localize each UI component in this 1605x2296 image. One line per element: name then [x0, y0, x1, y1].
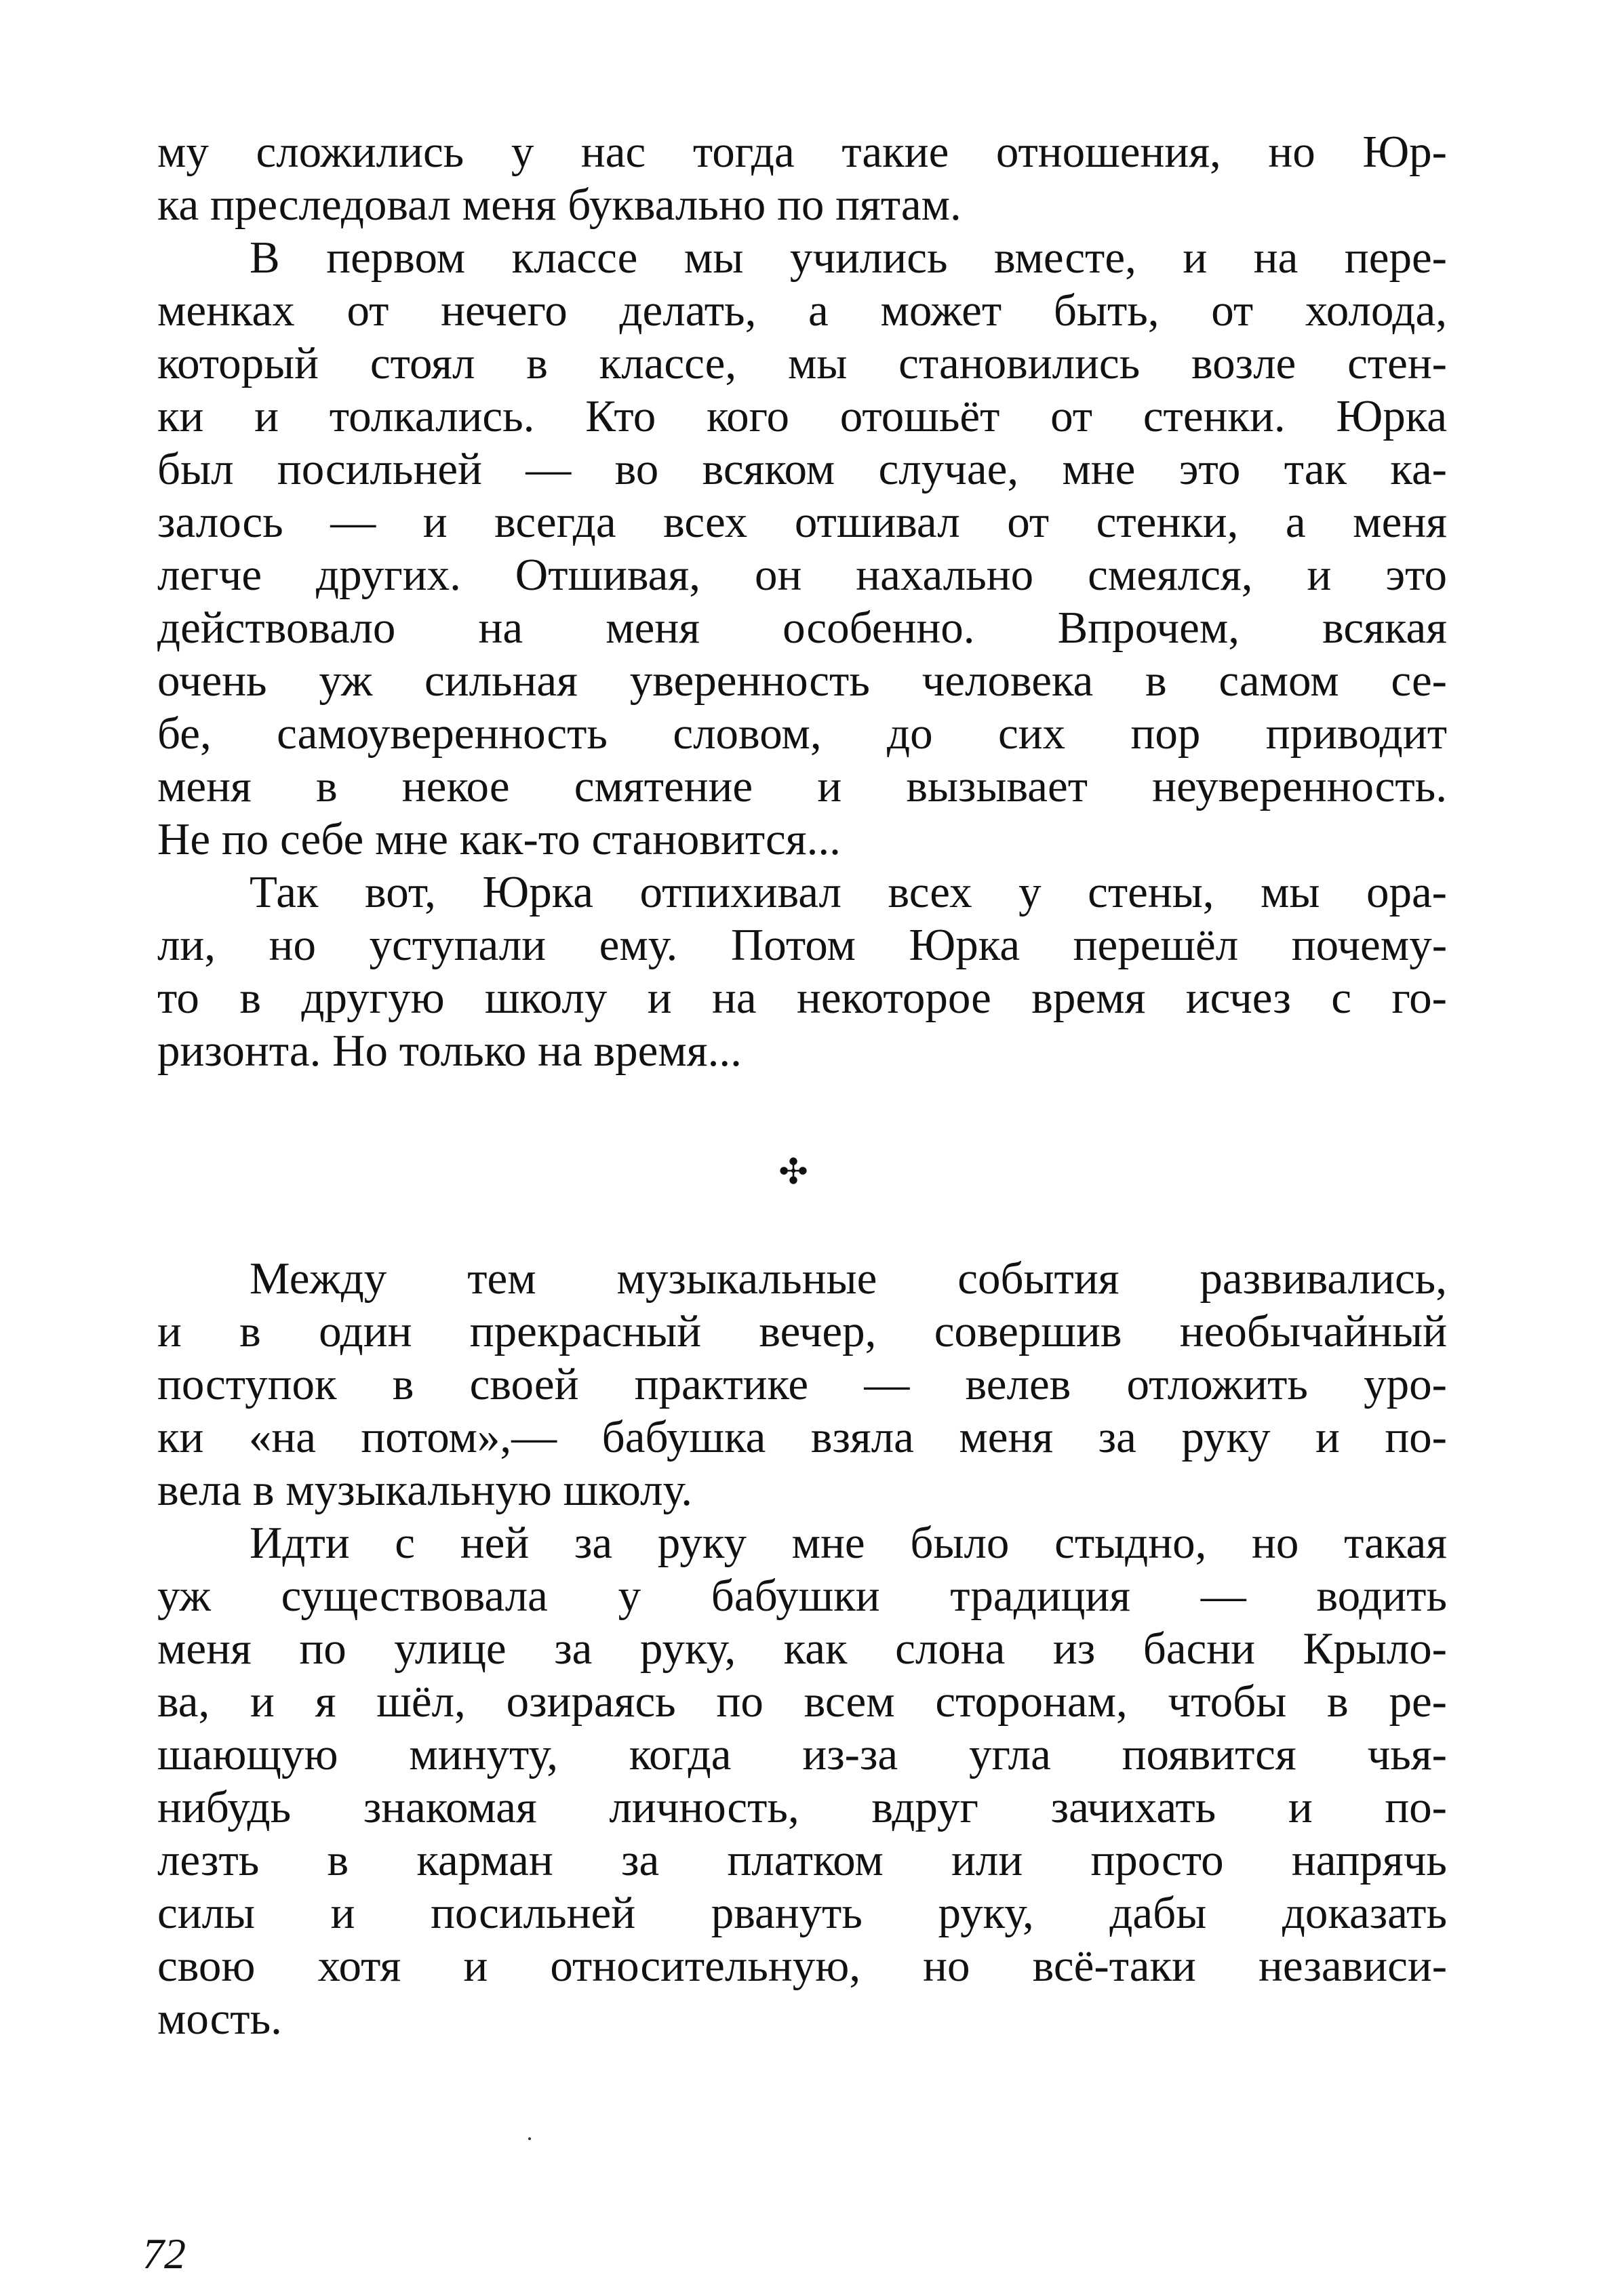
text-line: бе, самоуверенность словом, до сих пор приводит — [157, 708, 1447, 759]
text-line: действовало на меня особенно. Впрочем, всякая — [157, 603, 1447, 653]
text-line: менках от нечего делать, а может быть, от холода, — [157, 285, 1447, 336]
text-line: Не по себе мне как-то становится... — [157, 814, 841, 864]
text-line: вела в музыкальную школу. — [157, 1465, 693, 1515]
text-line: Между тем музыкальные события развивались, — [250, 1253, 1447, 1304]
text-line: ки «на потом»,— бабушка взяла меня за руку и по- — [157, 1412, 1447, 1462]
text-line: Так вот, Юрка отпихивал всех у стены, мы ора- — [250, 867, 1447, 917]
text-line: очень уж сильная уверенность человека в самом се- — [157, 656, 1447, 706]
page-number: 72 — [142, 2230, 186, 2278]
text-line: ризонта. Но только на время... — [157, 1026, 742, 1076]
text-line: лезть в карман за платком или просто напрячь — [157, 1835, 1447, 1885]
text-line: мость. — [157, 1994, 282, 2044]
text-line: шающую минуту, когда из-за угла появится чья- — [157, 1729, 1447, 1779]
text-line: и в один прекрасный вечер, совершив необычайный — [157, 1306, 1447, 1356]
text-line: свою хотя и относительную, но всё-таки независи- — [157, 1941, 1447, 1991]
text-line: В первом классе мы учились вместе, и на пере- — [250, 233, 1447, 283]
text-line: ки и толкались. Кто кого отошьёт от стенки. Юрка — [157, 391, 1447, 441]
text-line: то в другую школу и на некоторое время исчез с го- — [157, 973, 1447, 1023]
text-line: силы и посильней рвануть руку, дабы доказать — [157, 1888, 1447, 1938]
text-line: ва, и я шёл, озираясь по всем сторонам, чтобы в ре- — [157, 1676, 1447, 1727]
text-line: поступок в своей практике — велев отложить уро- — [157, 1359, 1447, 1409]
text-line: уж существовала у бабушки традиция — водить — [157, 1571, 1447, 1621]
text-line: который стоял в классе, мы становились возле стен- — [157, 338, 1447, 388]
text-line: был посильней — во всяком случае, мне это так ка- — [157, 444, 1447, 494]
text-line: легче других. Отшивая, он нахально смеялся, и это — [157, 550, 1447, 600]
text-line: ли, но уступали ему. Потом Юрка перешёл почему- — [157, 920, 1447, 970]
print-speck — [528, 2137, 531, 2140]
section-separator-ornament: ✣ — [778, 1153, 808, 1192]
text-block-after-break — [157, 1252, 1447, 2045]
text-line: му сложились у нас тогда такие отношения, но Юр- — [157, 127, 1447, 177]
text-line: Идти с ней за руку мне было стыдно, но такая — [250, 1518, 1447, 1568]
text-line: залось — и всегда всех отшивал от стенки, а меня — [157, 497, 1447, 547]
text-line: меня в некое смятение и вызывает неуверенность. — [157, 761, 1447, 811]
text-line: нибудь знакомая личность, вдруг зачихать и по- — [157, 1782, 1447, 1832]
text-block-before-break — [157, 125, 1447, 1077]
text-line: меня по улице за руку, как слона из басни Крыло- — [157, 1624, 1447, 1674]
text-line: ка преследовал меня буквально по пятам. — [157, 180, 962, 230]
